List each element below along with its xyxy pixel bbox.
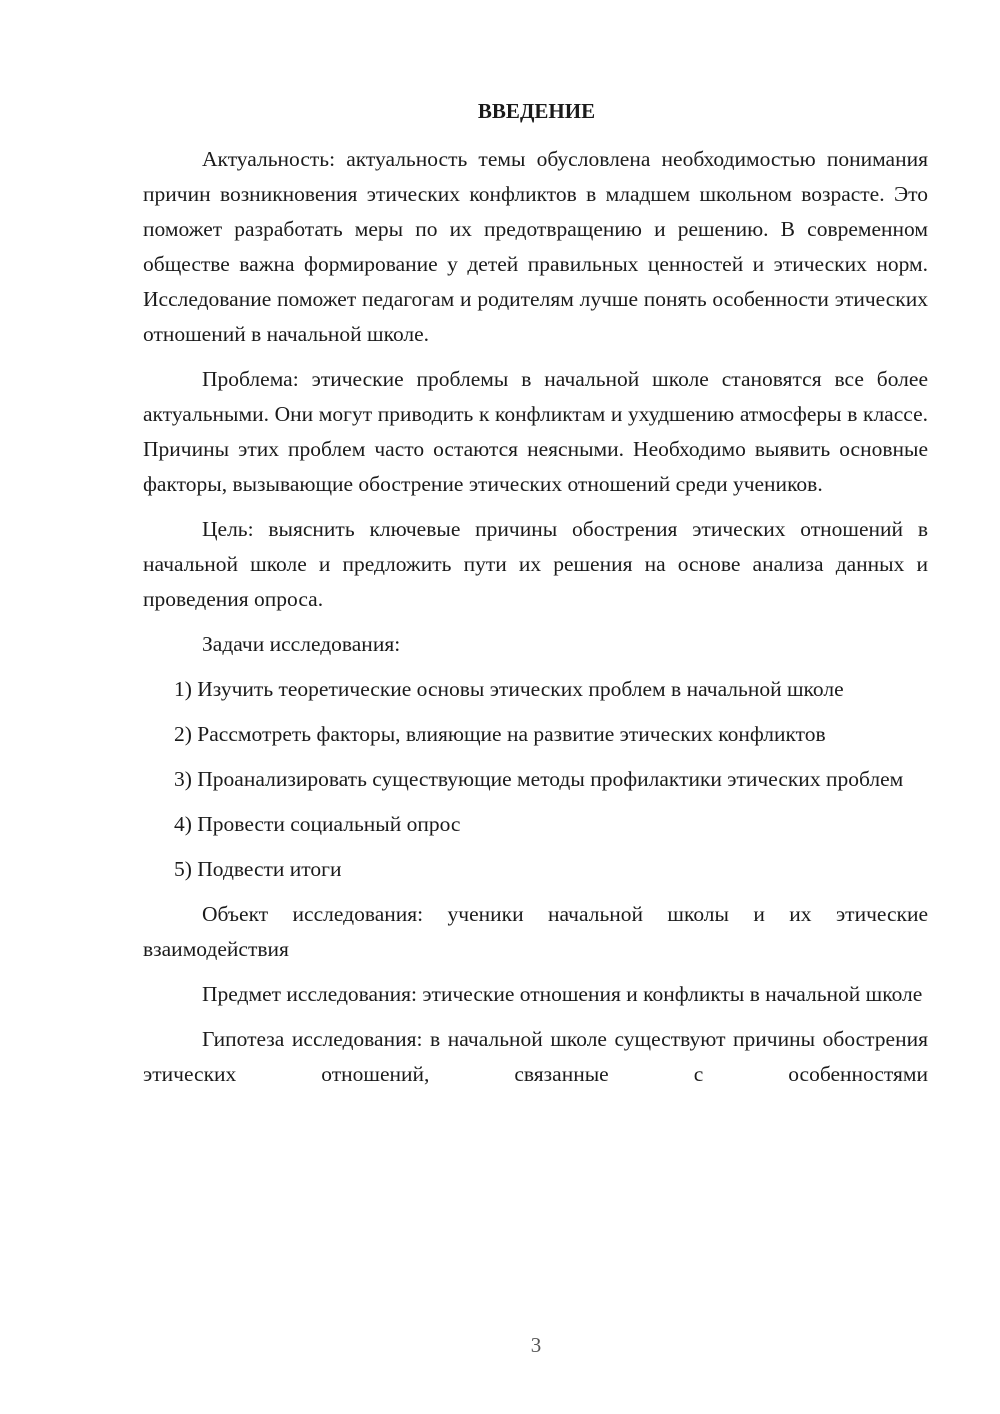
page-content [143,96,928,1102]
task-item-4: 4) Провести социальный опрос [174,812,461,836]
relevance-paragraph: Актуальность: актуальность темы обусловлена необходимостью понимания причин возникновения этических конфликтов в младшем школьном возрасте. Это поможет разработать меры по их предотвращению и решению. В современном обществе важна формирование у детей правильных ценностей и этических норм. Исследование поможет педагогам и родителям лучше понять особенности этических отношений в начальной школе. [143,147,928,346]
page-number: 3 [530,1333,542,1357]
section-title: ВВЕДЕНИЕ [477,99,596,123]
task-item-1: 1) Изучить теоретические основы этических проблем в начальной школе [174,677,844,701]
task-item-3: 3) Проанализировать существующие методы профилактики этических проблем [174,767,904,791]
subject-paragraph: Предмет исследования: этические отношения и конфликты в начальной школе [202,982,923,1006]
object-paragraph: Объект исследования: ученики начальной школы и их этические взаимодействия [143,902,928,961]
hypothesis-paragraph: Гипотеза исследования: в начальной школе существуют причины обострения этических отношений, связанные с особенностями [143,1027,928,1086]
task-item-2: 2) Рассмотреть факторы, влияющие на развитие этических конфликтов [174,722,826,746]
task-item-5: 5) Подвести итоги [174,857,342,881]
tasks-heading: Задачи исследования: [202,632,401,656]
problem-paragraph: Проблема: этические проблемы в начальной школе становятся все более актуальными. Они могут приводить к конфликтам и ухудшению атмосферы в классе. Причины этих проблем часто остаются неясными. Необходимо выявить основные факторы, вызывающие обострение этических отношений среди учеников. [143,367,928,496]
goal-paragraph: Цель: выяснить ключевые причины обострения этических отношений в начальной школе и предложить пути их решения на основе анализа данных и проведения опроса. [143,517,928,611]
